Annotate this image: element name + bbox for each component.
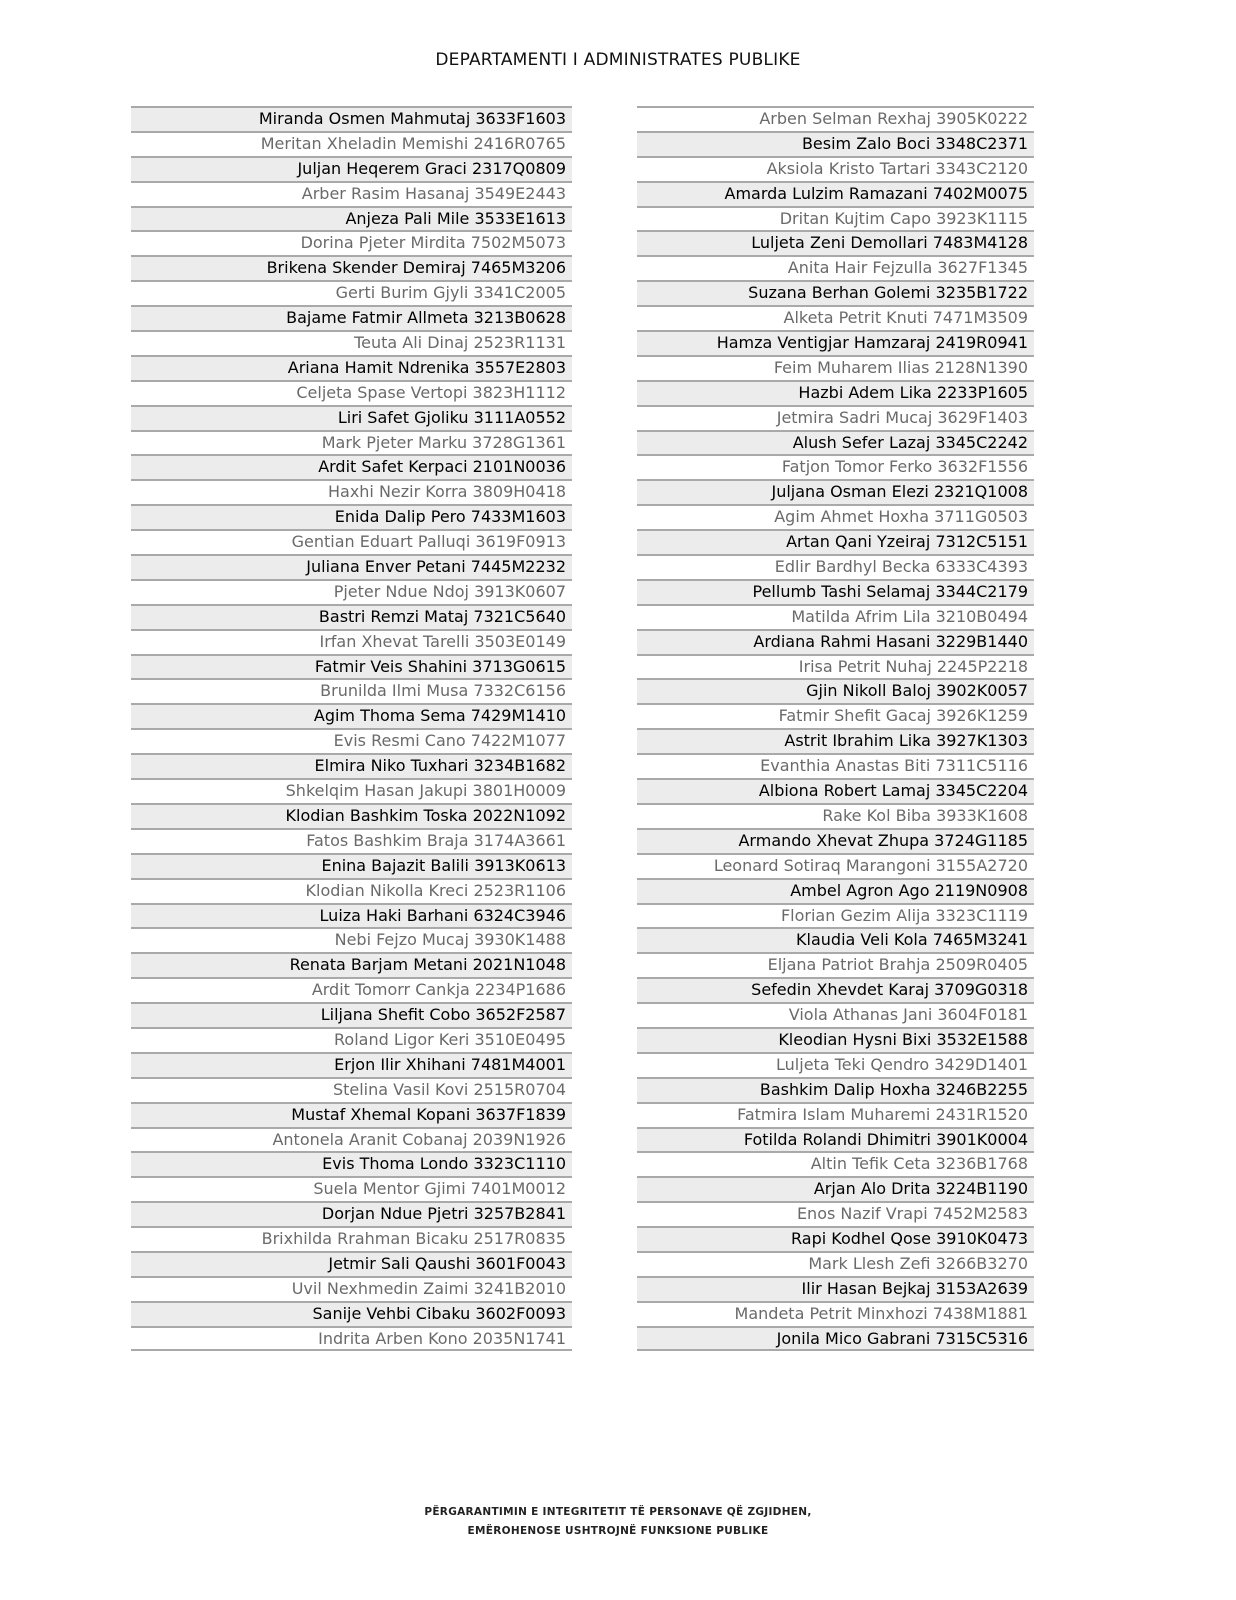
footer (0, 1503, 1236, 1541)
list-item: Rake Kol Biba 3933K1608 (637, 803, 1034, 828)
list-item: Alush Sefer Lazaj 3345C2242 (637, 430, 1034, 455)
list-item: Irisa Petrit Nuhaj 2245P2218 (637, 654, 1034, 679)
list-item: Erjon Ilir Xhihani 7481M4001 (131, 1052, 572, 1077)
list-item: Mark Llesh Zefi 3266B3270 (637, 1251, 1034, 1276)
list-item: Indrita Arben Kono 2035N1741 (131, 1326, 572, 1351)
list-item: Teuta Ali Dinaj 2523R1131 (131, 330, 572, 355)
list-item: Evis Resmi Cano 7422M1077 (131, 728, 572, 753)
list-item: Alketa Petrit Knuti 7471M3509 (637, 305, 1034, 330)
list-item: Hazbi Adem Lika 2233P1605 (637, 380, 1034, 405)
list-item: Brunilda Ilmi Musa 7332C6156 (131, 678, 572, 703)
list-item: Klodian Nikolla Kreci 2523R1106 (131, 878, 572, 903)
list-item: Luiza Haki Barhani 6324C3946 (131, 903, 572, 928)
list-item: Leonard Sotiraq Marangoni 3155A2720 (637, 853, 1034, 878)
list-item: Fatmir Veis Shahini 3713G0615 (131, 654, 572, 679)
list-item: Ilir Hasan Bejkaj 3153A2639 (637, 1276, 1034, 1301)
list-item: Suzana Berhan Golemi 3235B1722 (637, 280, 1034, 305)
list-item: Enida Dalip Pero 7433M1603 (131, 504, 572, 529)
list-item: Antonela Aranit Cobanaj 2039N1926 (131, 1127, 572, 1152)
list-item: Elmira Niko Tuxhari 3234B1682 (131, 753, 572, 778)
list-item: Besim Zalo Boci 3348C2371 (637, 131, 1034, 156)
list-item: Arber Rasim Hasanaj 3549E2443 (131, 181, 572, 206)
list-item: Mark Pjeter Marku 3728G1361 (131, 430, 572, 455)
list-item: Suela Mentor Gjimi 7401M0012 (131, 1176, 572, 1201)
list-item: Irfan Xhevat Tarelli 3503E0149 (131, 629, 572, 654)
list-item: Agim Ahmet Hoxha 3711G0503 (637, 504, 1034, 529)
list-item: Roland Ligor Keri 3510E0495 (131, 1027, 572, 1052)
list-item: Uvil Nexhmedin Zaimi 3241B2010 (131, 1276, 572, 1301)
list-item: Altin Tefik Ceta 3236B1768 (637, 1151, 1034, 1176)
list-item: Sanije Vehbi Cibaku 3602F0093 (131, 1301, 572, 1326)
list-item: Ardiana Rahmi Hasani 3229B1440 (637, 629, 1034, 654)
right-name-list (637, 106, 1034, 1351)
list-item: Anjeza Pali Mile 3533E1613 (131, 206, 572, 231)
list-item: Hamza Ventigjar Hamzaraj 2419R0941 (637, 330, 1034, 355)
list-item: Rapi Kodhel Qose 3910K0473 (637, 1226, 1034, 1251)
list-item: Pjeter Ndue Ndoj 3913K0607 (131, 579, 572, 604)
list-item: Fatmir Shefit Gacaj 3926K1259 (637, 703, 1034, 728)
list-item: Celjeta Spase Vertopi 3823H1112 (131, 380, 572, 405)
list-item: Jetmira Sadri Mucaj 3629F1403 (637, 405, 1034, 430)
list-item: Fotilda Rolandi Dhimitri 3901K0004 (637, 1127, 1034, 1152)
list-item: Ambel Agron Ago 2119N0908 (637, 878, 1034, 903)
list-item: Artan Qani Yzeiraj 7312C5151 (637, 529, 1034, 554)
list-item: Klaudia Veli Kola 7465M3241 (637, 927, 1034, 952)
list-item: Evis Thoma Londo 3323C1110 (131, 1151, 572, 1176)
list-item: Liljana Shefit Cobo 3652F2587 (131, 1002, 572, 1027)
list-item: Fatjon Tomor Ferko 3632F1556 (637, 454, 1034, 479)
list-item: Sefedin Xhevdet Karaj 3709G0318 (637, 977, 1034, 1002)
footer-line-1: PËRGARANTIMIN E INTEGRITETIT TË PERSONAVE QË ZGJIDHEN, (424, 1506, 812, 1518)
list-item: Viola Athanas Jani 3604F0181 (637, 1002, 1034, 1027)
list-item: Eljana Patriot Brahja 2509R0405 (637, 952, 1034, 977)
list-item: Amarda Lulzim Ramazani 7402M0075 (637, 181, 1034, 206)
list-item: Arjan Alo Drita 3224B1190 (637, 1176, 1034, 1201)
list-item: Luljeta Zeni Demollari 7483M4128 (637, 230, 1034, 255)
list-item: Dritan Kujtim Capo 3923K1115 (637, 206, 1034, 231)
list-item: Ardit Tomorr Cankja 2234P1686 (131, 977, 572, 1002)
list-item: Klodian Bashkim Toska 2022N1092 (131, 803, 572, 828)
list-item: Gentian Eduart Palluqi 3619F0913 (131, 529, 572, 554)
list-item: Mustaf Xhemal Kopani 3637F1839 (131, 1102, 572, 1127)
list-item: Florian Gezim Alija 3323C1119 (637, 903, 1034, 928)
list-item: Liri Safet Gjoliku 3111A0552 (131, 405, 572, 430)
list-item: Matilda Afrim Lila 3210B0494 (637, 604, 1034, 629)
list-item: Dorina Pjeter Mirdita 7502M5073 (131, 230, 572, 255)
page-title: DEPARTAMENTI I ADMINISTRATES PUBLIKE (435, 50, 801, 70)
list-item: Enos Nazif Vrapi 7452M2583 (637, 1201, 1034, 1226)
list-item: Dorjan Ndue Pjetri 3257B2841 (131, 1201, 572, 1226)
list-item: Jonila Mico Gabrani 7315C5316 (637, 1326, 1034, 1351)
list-item: Kleodian Hysni Bixi 3532E1588 (637, 1027, 1034, 1052)
list-item: Enina Bajazit Balili 3913K0613 (131, 853, 572, 878)
list-item: Pellumb Tashi Selamaj 3344C2179 (637, 579, 1034, 604)
list-item: Feim Muharem Ilias 2128N1390 (637, 355, 1034, 380)
list-item: Edlir Bardhyl Becka 6333C4393 (637, 554, 1034, 579)
list-item: Renata Barjam Metani 2021N1048 (131, 952, 572, 977)
list-item: Bajame Fatmir Allmeta 3213B0628 (131, 305, 572, 330)
list-item: Bastri Remzi Mataj 7321C5640 (131, 604, 572, 629)
list-item: Stelina Vasil Kovi 2515R0704 (131, 1077, 572, 1102)
list-item: Gjin Nikoll Baloj 3902K0057 (637, 678, 1034, 703)
list-item: Aksiola Kristo Tartari 3343C2120 (637, 156, 1034, 181)
list-item: Anita Hair Fejzulla 3627F1345 (637, 255, 1034, 280)
list-item: Gerti Burim Gjyli 3341C2005 (131, 280, 572, 305)
list-item: Juliana Enver Petani 7445M2232 (131, 554, 572, 579)
list-item: Juljana Osman Elezi 2321Q1008 (637, 479, 1034, 504)
footer-line-2: EMËROHENOSE USHTROJNË FUNKSIONE PUBLIKE (467, 1525, 769, 1537)
list-item: Brixhilda Rrahman Bicaku 2517R0835 (131, 1226, 572, 1251)
list-item: Fatmira Islam Muharemi 2431R1520 (637, 1102, 1034, 1127)
list-item: Shkelqim Hasan Jakupi 3801H0009 (131, 778, 572, 803)
list-item: Miranda Osmen Mahmutaj 3633F1603 (131, 106, 572, 131)
list-item: Arben Selman Rexhaj 3905K0222 (637, 106, 1034, 131)
list-item: Ariana Hamit Ndrenika 3557E2803 (131, 355, 572, 380)
list-item: Meritan Xheladin Memishi 2416R0765 (131, 131, 572, 156)
list-item: Haxhi Nezir Korra 3809H0418 (131, 479, 572, 504)
list-item: Luljeta Teki Qendro 3429D1401 (637, 1052, 1034, 1077)
list-item: Albiona Robert Lamaj 3345C2204 (637, 778, 1034, 803)
list-item: Ardit Safet Kerpaci 2101N0036 (131, 454, 572, 479)
list-item: Armando Xhevat Zhupa 3724G1185 (637, 828, 1034, 853)
list-item: Astrit Ibrahim Lika 3927K1303 (637, 728, 1034, 753)
list-item: Mandeta Petrit Minxhozi 7438M1881 (637, 1301, 1034, 1326)
list-item: Nebi Fejzo Mucaj 3930K1488 (131, 927, 572, 952)
list-item: Jetmir Sali Qaushi 3601F0043 (131, 1251, 572, 1276)
list-item: Fatos Bashkim Braja 3174A3661 (131, 828, 572, 853)
list-item: Juljan Heqerem Graci 2317Q0809 (131, 156, 572, 181)
list-item: Evanthia Anastas Biti 7311C5116 (637, 753, 1034, 778)
list-item: Brikena Skender Demiraj 7465M3206 (131, 255, 572, 280)
list-item: Bashkim Dalip Hoxha 3246B2255 (637, 1077, 1034, 1102)
list-item: Agim Thoma Sema 7429M1410 (131, 703, 572, 728)
left-name-list (131, 106, 572, 1351)
